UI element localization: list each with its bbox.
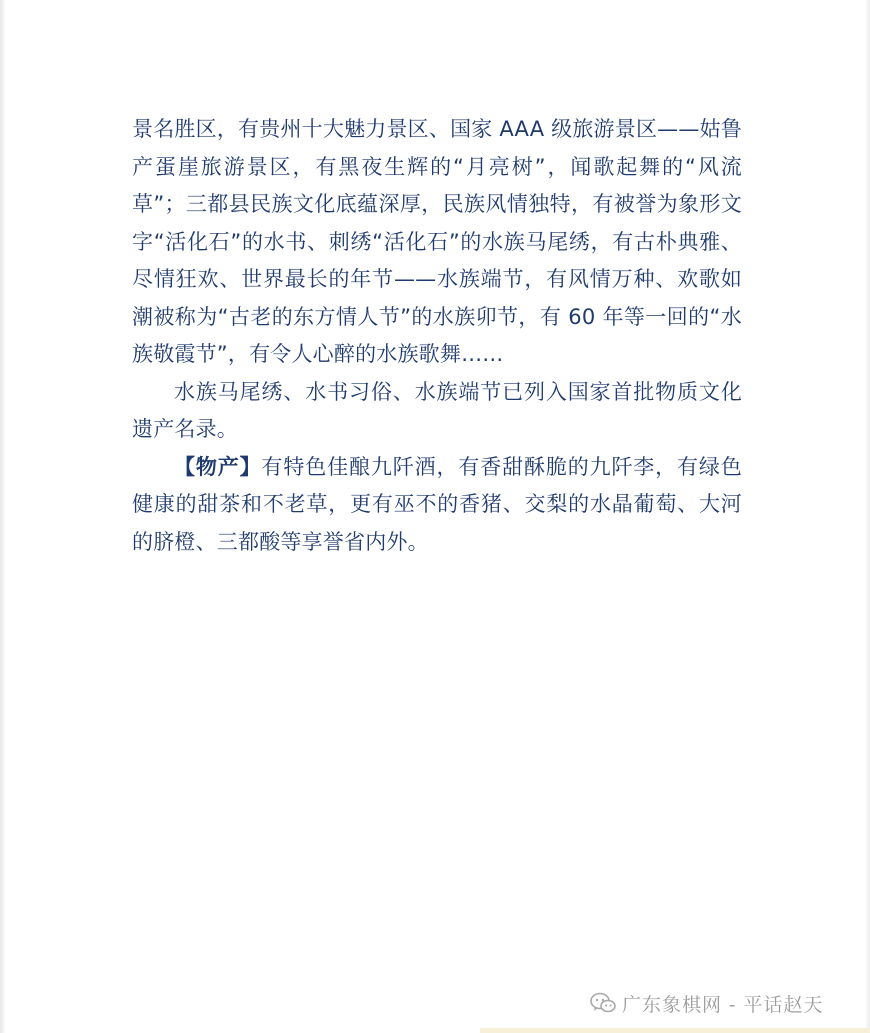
paragraph-products-text: 有特色佳酿九阡酒，有香甜酥脆的九阡李，有绿色健康的甜茶和不老草，更有巫不的香猪、交梨的水晶葡萄、大河的脐橙、三都酸等享誉省内外。 xyxy=(132,454,742,554)
paragraph-products xyxy=(132,449,742,562)
products-heading: 【物产】 xyxy=(174,454,262,479)
watermark xyxy=(590,989,824,1017)
wechat-icon xyxy=(590,992,616,1014)
article-body xyxy=(132,111,742,561)
page-edge-right xyxy=(865,0,870,1033)
bottom-strip xyxy=(480,1028,870,1033)
paragraph-scenery xyxy=(132,111,742,374)
watermark-text: 广东象棋网 - 平话赵天 xyxy=(622,993,824,1016)
paragraph-scenery-text: 景名胜区，有贵州十大魅力景区、国家 AAA 级旅游景区——姑鲁产蛋崖旅游景区，有黑夜生辉的“月亮树”，闻歌起舞的“风流草”；三都县民族文化底蕴深厚，民族风情独特，有被誉为象形文字“活化石”的水书、刺绣“活化石”的水族马尾绣，有古朴典雅、尽情狂欢、世界最长的年节——水族端节，有风情万种、欢歌如潮被称为“古老的东方情人节”的水族卯节，有 60 年等一回的“水族敬霞节”，有令人心醉的水族歌舞…… xyxy=(132,117,742,366)
paragraph-heritage xyxy=(132,374,742,449)
page-edge-left xyxy=(0,0,6,1033)
paragraph-heritage-text: 水族马尾绣、水书习俗、水族端节已列入国家首批物质文化遗产名录。 xyxy=(132,379,742,441)
